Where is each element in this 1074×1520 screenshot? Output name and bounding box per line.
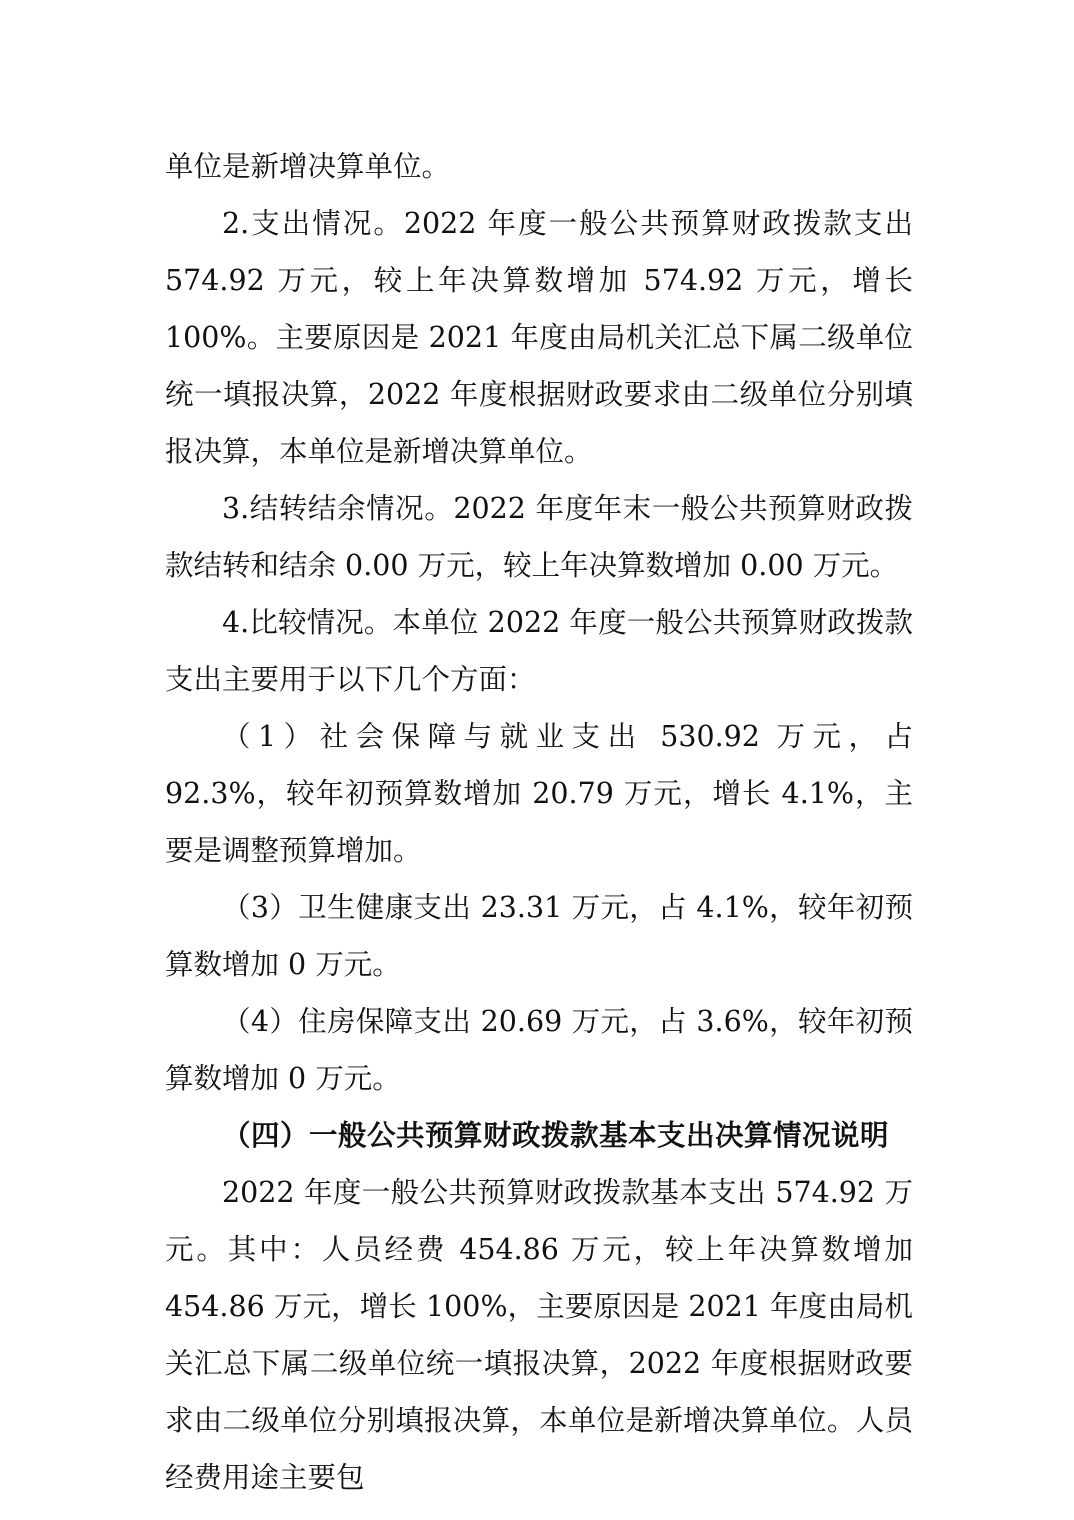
paragraph-item-social-security: （1）社会保障与就业支出 530.92 万元，占 92.3%，较年初预算数增加 20.79 万元，增长 4.1%，主要是调整预算增加。 xyxy=(165,720,913,867)
section-heading: （四）一般公共预算财政拨款基本支出决算情况说明 xyxy=(222,1118,890,1152)
paragraph-basic-expenditure: 2022 年度一般公共预算财政拨款基本支出 574.92 万元。其中：人员经费 454.86 万元，较上年决算数增加 454.86 万元，增长 100%，主要原因是 2021 年度由局机关汇总下属二级单位统一填报决算，2022 年度根据财政要求由二级单位分别填报决算，本单位是新增决算单位。人员经费用途主要包 xyxy=(165,1176,913,1494)
paragraph-expenditure: 2.支出情况。2022 年度一般公共预算财政拨款支出 574.92 万元，较上年决算数增加 574.92 万元，增长 100%。主要原因是 2021 年度由局机关汇总下属二级单位统一填报决算，2022 年度根据财政要求由二级单位分别填报决算，本单位是新增决算单位。 xyxy=(165,207,913,468)
paragraph-item-housing: （4）住房保障支出 20.69 万元，占 3.6%，较年初预算数增加 0 万元。 xyxy=(165,1005,913,1095)
paragraph-item-health: （3）卫生健康支出 23.31 万元，占 4.1%，较年初预算数增加 0 万元。 xyxy=(165,891,913,981)
document-body xyxy=(165,138,913,1506)
paragraph-comparison: 4.比较情况。本单位 2022 年度一般公共预算财政拨款支出主要用于以下几个方面： xyxy=(165,606,913,696)
paragraph-carryover: 3.结转结余情况。2022 年度年末一般公共预算财政拨款结转和结余 0.00 万元，较上年决算数增加 0.00 万元。 xyxy=(165,492,913,582)
paragraph-continuation: 单位是新增决算单位。 xyxy=(165,150,451,183)
